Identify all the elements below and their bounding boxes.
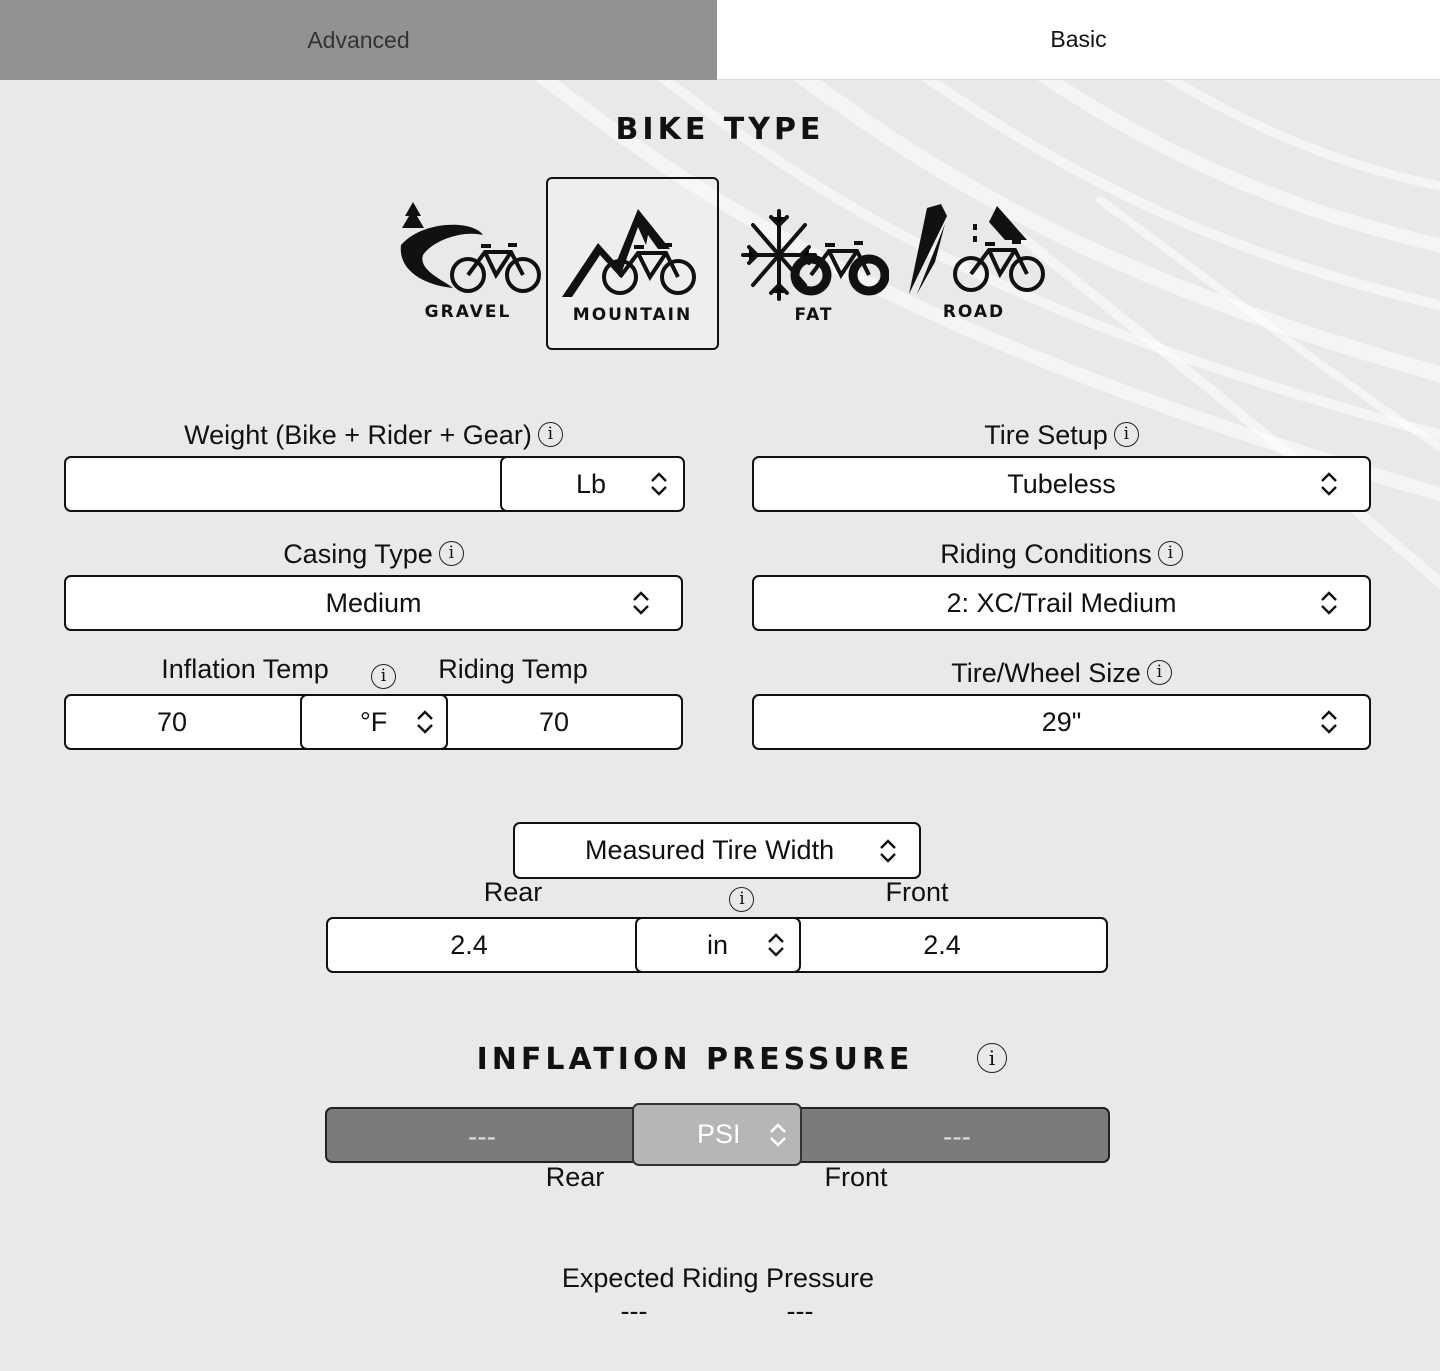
expected-rear-value: --- xyxy=(620,1296,648,1326)
inflation-pressure-title: INFLATION PRESSURE xyxy=(476,1042,914,1077)
riding-temp-input[interactable]: 70 xyxy=(538,706,570,737)
bike-type-title: BIKE TYPE xyxy=(615,112,825,147)
temperature-info-icon[interactable]: i xyxy=(371,664,396,689)
bike-label-road: ROAD xyxy=(942,302,1006,322)
tire-setup-select[interactable] xyxy=(752,456,1371,512)
casing-type-label: Casing Type i xyxy=(64,539,683,570)
tire-width-unit-value: in xyxy=(707,929,729,960)
bike-option-mountain[interactable] xyxy=(546,177,719,350)
mountain-bike-icon xyxy=(558,205,708,303)
chevron-updown-icon xyxy=(416,709,434,735)
expected-riding-pressure-label: Expected Riding Pressure xyxy=(561,1263,875,1293)
bike-label-mountain: MOUNTAIN xyxy=(572,305,693,325)
tire-width-mode-value: Measured Tire Width xyxy=(585,835,835,865)
gravel-bike-icon xyxy=(393,200,543,300)
tire-width-rear-label: Rear xyxy=(483,877,543,907)
bike-option-fat[interactable] xyxy=(726,203,902,333)
temperature-group xyxy=(64,694,683,750)
riding-temp-label: Riding Temp xyxy=(438,654,588,684)
bike-label-fat: FAT xyxy=(794,305,834,325)
tire-setup-label: Tire Setup i xyxy=(752,420,1371,451)
riding-conditions-select[interactable] xyxy=(752,575,1371,631)
tab-advanced[interactable]: Advanced xyxy=(0,0,717,80)
chevron-updown-icon xyxy=(879,838,897,864)
weight-unit-select[interactable] xyxy=(500,456,685,512)
weight-input[interactable] xyxy=(64,456,683,512)
pressure-rear-label: Rear xyxy=(545,1162,605,1192)
bike-option-gravel[interactable] xyxy=(384,200,552,330)
chevron-updown-icon xyxy=(650,471,668,497)
tab-basic[interactable]: Basic xyxy=(717,0,1440,80)
riding-conditions-label: Riding Conditions i xyxy=(752,539,1371,570)
chevron-updown-icon xyxy=(769,1122,787,1148)
chevron-updown-icon xyxy=(1320,590,1338,616)
temperature-unit-value: °F xyxy=(360,706,388,737)
road-bike-icon xyxy=(901,202,1047,300)
pressure-unit-select[interactable] xyxy=(632,1103,802,1166)
inflation-pressure-info-icon[interactable]: i xyxy=(977,1043,1007,1073)
casing-type-value: Medium xyxy=(325,587,422,618)
tire-setup-info-icon[interactable]: i xyxy=(1114,422,1139,447)
casing-type-info-icon[interactable]: i xyxy=(439,541,464,566)
tire-wheel-size-info-icon[interactable]: i xyxy=(1147,660,1172,685)
chevron-updown-icon xyxy=(632,590,650,616)
tire-setup-value: Tubeless xyxy=(1007,468,1116,499)
pressure-front-label: Front xyxy=(824,1162,888,1192)
chevron-updown-icon xyxy=(767,932,785,958)
rear-pressure-value: --- xyxy=(468,1121,496,1152)
casing-type-select[interactable] xyxy=(64,575,683,631)
tire-width-group xyxy=(326,917,1108,973)
fat-bike-icon xyxy=(739,203,889,303)
inflation-temp-label: Inflation Temp xyxy=(161,654,329,684)
bike-label-gravel: GRAVEL xyxy=(424,302,512,322)
temperature-unit-select[interactable] xyxy=(300,694,448,750)
tire-wheel-size-select[interactable] xyxy=(752,694,1371,750)
inflation-temp-input[interactable]: 70 xyxy=(156,706,188,737)
tire-width-rear-input[interactable]: 2.4 xyxy=(450,929,488,960)
tire-width-mode-select[interactable] xyxy=(513,822,921,879)
tire-wheel-size-value: 29" xyxy=(1041,706,1082,737)
chevron-updown-icon xyxy=(1320,709,1338,735)
weight-label: Weight (Bike + Rider + Gear) i xyxy=(64,420,683,451)
tire-width-info-icon[interactable]: i xyxy=(729,887,754,912)
tire-width-unit-select[interactable] xyxy=(635,917,801,973)
pressure-unit-value: PSI xyxy=(697,1119,741,1149)
mode-tabs xyxy=(0,0,1440,80)
front-pressure-value: --- xyxy=(943,1121,971,1152)
expected-front-value: --- xyxy=(786,1296,814,1326)
riding-conditions-info-icon[interactable]: i xyxy=(1158,541,1183,566)
riding-conditions-value: 2: XC/Trail Medium xyxy=(946,587,1177,618)
tire-width-front-input[interactable]: 2.4 xyxy=(923,929,961,960)
weight-unit-value: Lb xyxy=(576,468,607,499)
tire-width-front-label: Front xyxy=(885,877,949,907)
tire-wheel-size-label: Tire/Wheel Size i xyxy=(752,658,1371,689)
weight-info-icon[interactable]: i xyxy=(538,422,563,447)
chevron-updown-icon xyxy=(1320,471,1338,497)
bike-option-road[interactable] xyxy=(898,202,1050,332)
